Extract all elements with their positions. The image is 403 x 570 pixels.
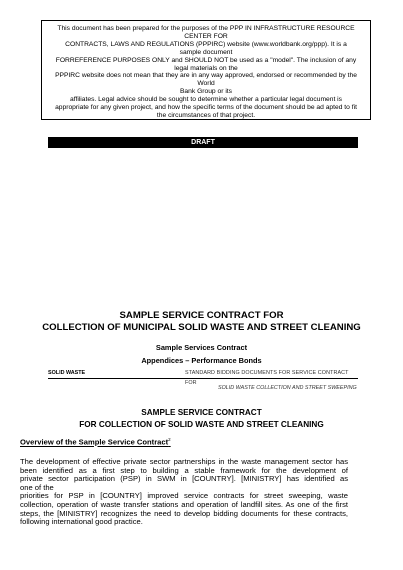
document-title-line2: COLLECTION OF MUNICIPAL SOLID WASTE AND STREET CLEANING xyxy=(42,322,361,333)
disclaimer-line: the circumstances of that project. xyxy=(156,111,256,119)
overview-heading xyxy=(20,437,171,447)
section-title-line2: FOR COLLECTION OF SOLID WASTE AND STREET CLEANING xyxy=(79,420,324,429)
document-title-line1: SAMPLE SERVICE CONTRACT FOR xyxy=(119,310,284,321)
subtitle-appendices: Appendices – Performance Bonds xyxy=(141,356,262,365)
running-header xyxy=(48,368,358,386)
draft-banner: DRAFT xyxy=(48,137,358,148)
paragraph-line: steps, the [MINISTRY] recognizes the need to develop bidding documents for these contracts, xyxy=(20,508,348,518)
paragraph-line: collection, operation of waste transfer stations and operation of landfill sites. As one of the first xyxy=(20,499,348,509)
section-title-line1: SAMPLE SERVICE CONTRACT xyxy=(141,408,262,417)
paragraph-line: private sector participation (PSP) in SWM in [COUNTRY]. [MINISTRY] has identified as xyxy=(20,474,348,484)
running-header-left: SOLID WASTE xyxy=(48,370,86,376)
disclaimer-line: FORREFERENCE PURPOSES ONLY and SHOULD NOT be used as a "model". The inclusion of any xyxy=(55,56,357,64)
disclaimer-text xyxy=(48,25,364,120)
paragraph-line: following international good practice. xyxy=(20,517,143,527)
disclaimer-line: PPPIRC website does not mean that they are in any way approved, endorsed or recommended by the World xyxy=(55,72,357,88)
disclaimer-line: sample document xyxy=(179,48,233,56)
paragraph-line: one of the xyxy=(20,482,54,492)
paragraph-line: been identified as a first step to building a stable framework for the development of xyxy=(20,465,348,475)
disclaimer-line: Bank Group or its xyxy=(179,88,233,96)
disclaimer-line: CONTRACTS, LAWS AND REGULATIONS (PPPIRC) website (www.worldbank.org/ppp). It is a xyxy=(65,40,347,48)
disclaimer-line: legal materials on the xyxy=(174,64,238,72)
disclaimer-line: This document has been prepared for the purposes of the PPP IN INFRASTRUCTURE RESOURCE xyxy=(57,25,355,32)
disclaimer-line: affiliates. Legal advice should be sought to determine whether a particular legal document is xyxy=(70,96,342,104)
overview-paragraph xyxy=(20,458,348,527)
overview-heading-text: Overview of the Sample Service Contract xyxy=(20,437,169,447)
header-divider xyxy=(48,378,358,379)
paragraph-line: priorities for PSP in [COUNTRY] improved service contracts for street sweeping, waste xyxy=(20,491,348,501)
disclaimer-line: appropriate for any given project, and how the specific terms of the document should be ad apted to fit xyxy=(55,104,357,112)
footnote-mark: 2 xyxy=(168,437,171,442)
disclaimer-line: CENTER FOR xyxy=(184,32,228,40)
disclaimer-box xyxy=(41,20,371,120)
subtitle-sample-services: Sample Services Contract xyxy=(155,343,248,352)
running-header-right: STANDARD BIDDING DOCUMENTS FOR SERVICE CONTRACT FOR xyxy=(185,370,349,386)
paragraph-line: The development of effective private sector partnerships in the waste management sector has xyxy=(20,457,348,466)
running-header-italic: SOLID WASTE COLLECTION AND STREET SWEEPING xyxy=(218,385,357,391)
